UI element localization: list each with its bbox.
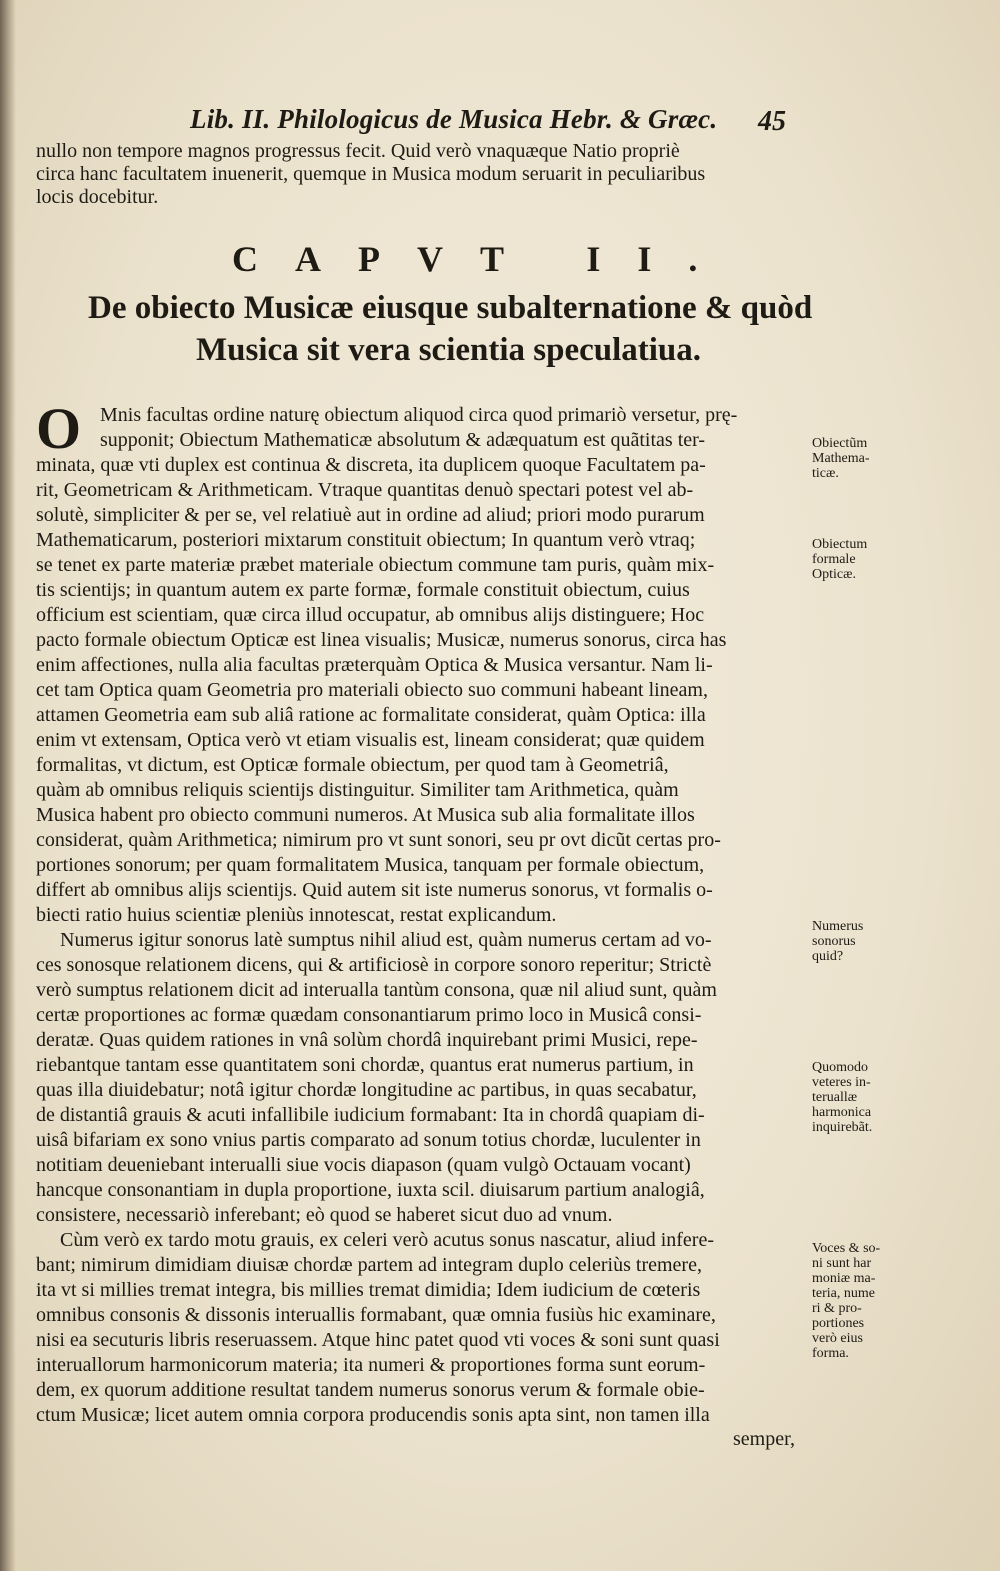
- body-line: pacto formale obiectum Opticæ est linea visualis; Musicæ, numerus sonorus, circa has: [36, 629, 727, 651]
- body-line: tis scientijs; in quantum autem ex parte formæ, formale constituit obiectum, cuius: [36, 579, 690, 601]
- body-line: officium est scientiam, quæ circa illud occupatur, ab omnibus alijs distinguere; Hoc: [36, 604, 705, 626]
- body-line: omnibus consonis & dissonis interuallis formabant, quæ omnia fusiùs hic examinare,: [36, 1304, 716, 1326]
- chapter-title-line-2: Musica sit vera scientia speculatiua.: [196, 332, 702, 368]
- body-line: cet tam Optica quam Geometria pro materiali obiecto suo communi habeant lineam,: [36, 679, 708, 701]
- body-line: ita vt si millies tremat integra, bis millies tremat dimidia; Idem iudicium de cœteris: [36, 1279, 701, 1301]
- margin-note: Voces & so- ni sunt har moniæ ma- teria, nume ri & pro- portiones verò eius forma.: [812, 1241, 881, 1361]
- body-line: formalitas, vt dictum, est Opticæ formale obiectum, per quod tam à Geometriâ,: [36, 754, 669, 776]
- initial-letter: O: [36, 396, 82, 461]
- body-line: de distantiâ grauis & acuti infallibile iudicium formabant: Ita in chordâ quapiam di-: [36, 1104, 705, 1126]
- body-line: biecti ratio huius scientiæ pleniùs innotescat, restat explicandum.: [36, 904, 557, 926]
- running-head: Lib. II. Philologicus de Musica Hebr. & Græc.: [190, 104, 718, 134]
- chapter-title-line-1: De obiecto Musicæ eiusque subalternatione & quòd: [88, 290, 813, 326]
- body-line: uisâ bifariam ex sono vnius partis comparato ad sonum totius chordæ, luculenter in: [36, 1129, 701, 1151]
- page-gutter-shadow: [0, 0, 16, 1571]
- body-line: considerat, quàm Arithmetica; nimirum pro vt sunt sonori, seu pr ovt dicũt certas pro-: [36, 829, 721, 851]
- body-line: interuallorum harmonicorum materia; ita numeri & proportiones forma sunt eorum-: [36, 1354, 706, 1376]
- body-line: Cùm verò ex tardo motu grauis, ex celeri verò acutus sonus nascatur, aliud infere-: [60, 1229, 714, 1251]
- body-line: verò sumptus relationem dicit ad interualla tantùm consona, quæ nil aliud sunt, quàm: [36, 979, 717, 1001]
- catchword: semper,: [733, 1428, 795, 1450]
- body-line: ctum Musicæ; licet autem omnia corpora producendis sonis apta sint, non tamen illa: [36, 1404, 710, 1426]
- body-line: enim vt extensam, Optica verò vt etiam visualis est, lineam considerat; quæ quidem: [36, 729, 705, 751]
- body-line: rit, Geometricam & Arithmeticam. Vtraque quantitas denuò spectari potest vel ab-: [36, 479, 694, 501]
- body-line: riebantque tantam esse quantitatem soni chordæ, quantus erat numerus partium, in: [36, 1054, 694, 1076]
- intro-line: nullo non tempore magnos progressus fecit. Quid verò vnaquæque Natio propriè: [36, 140, 680, 162]
- body-line: differt ab omnibus alijs scientijs. Quid autem sit iste numerus sonorus, vt formalis o-: [36, 879, 713, 901]
- body-line: solutè, simpliciter & per se, vel relatiuè aut in ordine ad aliud; priori modo purarum: [36, 504, 705, 526]
- body-line: dem, ex quorum additione resultat tandem numerus sonorus verum & formale obie-: [36, 1379, 705, 1401]
- intro-line: locis docebitur.: [36, 186, 159, 208]
- body-line: Mathematicarum, posteriori mixtarum constituit obiectum; In quantum verò vtraq;: [36, 529, 696, 551]
- body-line: quas illa diuidebatur; notâ igitur chordæ longitudine ac partibus, in quas secabatur,: [36, 1079, 697, 1101]
- body-line: supponit; Obiectum Mathematicæ absolutum & adæquatum est quãtitas ter-: [100, 429, 706, 451]
- body-line: notitiam deueniebant interualli siue vocis diapason (quam vulgò Octauam vocant): [36, 1154, 691, 1176]
- margin-note: Quomodo veteres in- teruallæ harmonica inquirebãt.: [812, 1060, 873, 1135]
- body-line: Musica habent pro obiecto communi numeros. At Musica sub alia formalitate illos: [36, 804, 695, 826]
- body-line: enim affectiones, nulla alia facultas præterquàm Optica & Musica versantur. Nam li-: [36, 654, 713, 676]
- chapter-heading: CAPVT II.: [232, 239, 735, 279]
- body-line: attamen Geometria eam sub aliâ ratione ac formalitate considerat, quàm Optica: illa: [36, 704, 706, 726]
- body-line: deratæ. Quas quidem rationes in vnâ solùm chordâ inquirebant primi Musici, repe-: [36, 1029, 698, 1051]
- body-line: bant; nimirum dimidiam diuisæ chordæ partem ad integram duplo celeriùs tremere,: [36, 1254, 702, 1276]
- body-line: consistere, necessariò inferebant; eò quod se haberet sicut duo ad vnum.: [36, 1204, 613, 1226]
- body-line: se tenet ex parte materiæ præbet materiale obiectum commune tam puris, quàm mix-: [36, 554, 715, 576]
- margin-note: Numerus sonorus quid?: [812, 919, 864, 964]
- body-line: hancque consonantiam in dupla proportione, iuxta scil. diuisarum partium analogiâ,: [36, 1179, 705, 1201]
- body-line: portiones sonorum; per quam formalitatem Musica, tanquam per formale obiectum,: [36, 854, 705, 876]
- margin-note: Obiectũm Mathema- ticæ.: [812, 436, 870, 481]
- body-line: minata, quæ vti duplex est continua & discreta, ita duplicem quoque Facultatem pa-: [36, 454, 706, 476]
- body-line: Numerus igitur sonorus latè sumptus nihil aliud est, quàm numerus certam ad vo-: [60, 929, 712, 951]
- body-line: certæ proportiones ac formæ quædam consonantiarum primo loco in Musicâ consi-: [36, 1004, 702, 1026]
- body-line: Mnis facultas ordine naturę obiectum aliquod circa quod primariò versetur, prę-: [100, 404, 738, 426]
- intro-line: circa hanc facultatem inuenerit, quemque in Musica modum seruarit in peculiaribus: [36, 163, 706, 185]
- margin-note: Obiectum formale Opticæ.: [812, 537, 868, 582]
- page-number: 45: [758, 106, 786, 137]
- body-line: nisi ea secuturis libris reseruassem. Atque hinc patet quod vti voces & soni sunt quasi: [36, 1329, 720, 1351]
- body-line: ces sonosque relationem dicens, qui & artificiosè in corpore sonoro reperitur; Strictè: [36, 954, 712, 976]
- body-line: quàm ab omnibus reliquis scientijs distinguitur. Similiter tam Arithmetica, quàm: [36, 779, 679, 801]
